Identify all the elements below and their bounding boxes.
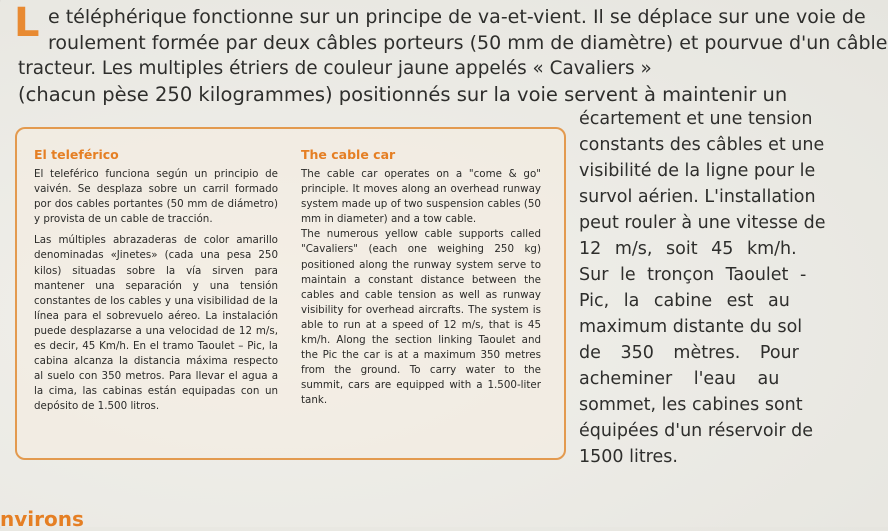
- french-right-line: équipées d'un réservoir de: [579, 421, 814, 441]
- drop-cap-letter: L: [14, 0, 40, 46]
- french-line-2: roulement formée par deux câbles porteurs (50 mm de diamètre) et pourvue d'un câble: [48, 32, 888, 54]
- english-paragraph: The numerous yellow cable supports called "Cavaliers" (each one weighing 250 kg) positioned along the runway system serve to maintain a constant distance between the cables and cable tension as well as runway visibility for overhead aircrafts. The system is able to run at a speed of 12 m/s, that is 45 km/h. Along the section linking Taoulet and the Pic the car is at a maximum 350 metres from the ground. To carry water to the summit, cars are equipped with a 1.500-liter tank.: [301, 228, 541, 407]
- french-right-line: maximum distante du sol: [579, 317, 803, 337]
- french-right-line: acheminer l'eau au: [579, 369, 780, 389]
- french-line-1: e téléphérique fonctionne sur un principe de va-et-vient. Il se déplace sur une voie de: [48, 6, 866, 28]
- french-right-line: peut rouler à une vitesse de: [579, 213, 826, 233]
- french-right-line: sommet, les cabines sont: [579, 395, 803, 415]
- english-text: [301, 167, 541, 415]
- spanish-title: El teleférico: [34, 147, 119, 162]
- spanish-paragraph: El teleférico funciona según un principio de vaivén. Se desplaza sobre un carril formado por dos cables portantes (50 mm de diámetro) y provista de un cable de tracción.: [34, 168, 278, 226]
- french-right-line: 1500 litres.: [579, 447, 678, 467]
- section-heading-partial: nvirons: [0, 507, 84, 531]
- english-title: The cable car: [301, 147, 396, 162]
- french-line-3: tracteur. Les multiples étriers de couleur jaune appelés « Cavaliers »: [18, 58, 652, 79]
- spanish-paragraph: Las múltiples abrazaderas de color amarillo denominadas «Jinetes» (cada una pesa 250 kilos) situadas sobre la vía sirven para mantener una separación y una tensión constantes de los cables y una visibilidad de la línea para el sobrevuelo aéreo. La instalación puede desplazarse a una velocidad de 12 m/s, es decir, 45 Km/h. En el tramo Taoulet – Pic, la cabina alcanza la distancia máxima respecto al suelo con 350 metros. Para llevar el agua a la cima, las cabinas están equipadas con un depósito de 1.500 litros.: [34, 234, 278, 413]
- french-line-4: (chacun pèse 250 kilogrammes) positionnés sur la voie servent à maintenir un: [18, 83, 788, 106]
- french-right-line: survol aérien. L'installation: [579, 187, 816, 207]
- french-right-line: visibilité de la ligne pour le: [579, 161, 816, 181]
- french-right-line: de 350 mètres. Pour: [579, 343, 799, 363]
- french-right-line: constants des câbles et une: [579, 135, 825, 155]
- french-right-line: Sur le tronçon Taoulet -: [579, 265, 807, 285]
- french-right-line: Pic, la cabine est au: [579, 291, 790, 311]
- spanish-text: [34, 167, 278, 421]
- french-right-line: 12 m/s, soit 45 km/h.: [579, 239, 797, 259]
- french-right-line: écartement et une tension: [579, 109, 813, 129]
- english-paragraph: The cable car operates on a "come & go" principle. It moves along an overhead runway system made up of two suspension cables (50 mm in diameter) and a tow cable.: [301, 168, 541, 226]
- translation-panel: [15, 127, 566, 460]
